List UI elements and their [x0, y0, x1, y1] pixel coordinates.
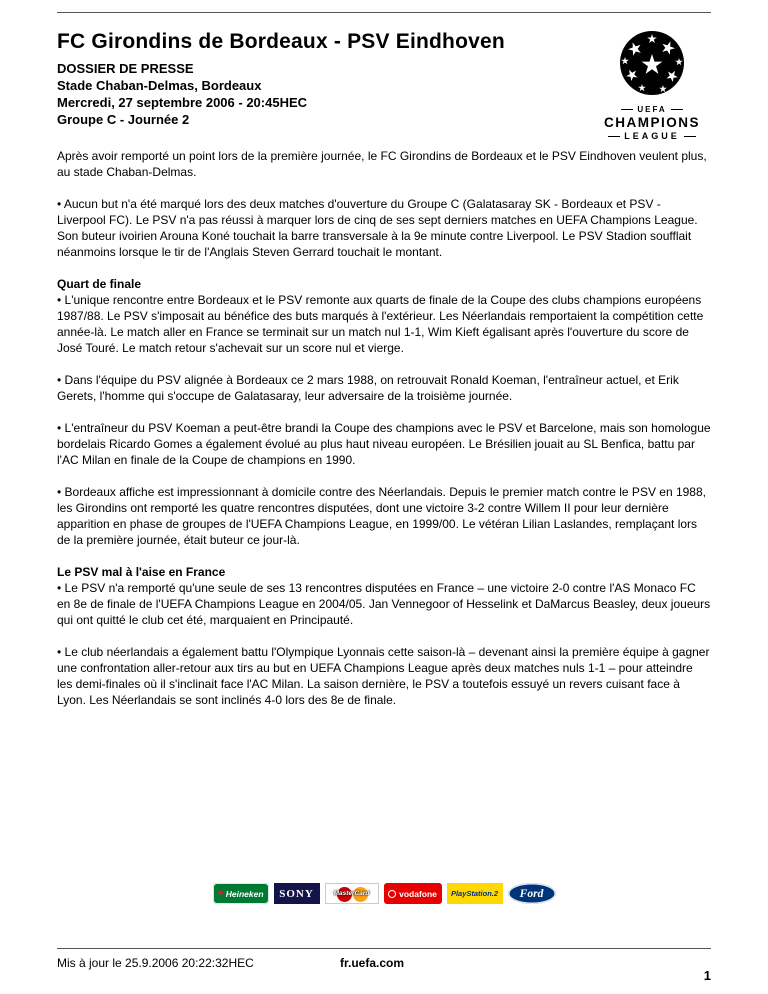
logo-uefa-text: UEFA — [637, 105, 667, 114]
mastercard-label: MasterCard — [333, 890, 370, 897]
ford-label: Ford — [519, 887, 544, 900]
logo-champions-text: CHAMPIONS — [603, 115, 700, 130]
website-text: fr.uefa.com — [340, 956, 405, 970]
top-divider — [57, 12, 711, 13]
logo-rule-right — [671, 109, 683, 110]
sony-label: SONY — [279, 887, 314, 900]
uefa-champions-league-logo — [593, 28, 711, 141]
round-line: Groupe C - Journée 2 — [57, 112, 190, 127]
vodafone-label: vodafone — [399, 888, 437, 899]
mastercard-logo — [325, 883, 379, 904]
intro-paragraph: Après avoir remporté un point lors de la première journée, le FC Girondins de Bordeaux et le PSV Eindhoven veulent plus, au stade Chaban-Delmas. — [57, 149, 707, 179]
venue-line: Stade Chaban-Delmas, Bordeaux — [57, 78, 262, 93]
doc-type-line: DOSSIER DE PRESSE — [57, 61, 194, 76]
starball-icon — [617, 28, 687, 98]
paragraph: • Dans l'équipe du PSV alignée à Bordeaux ce 2 mars 1988, on retrouvait Ronald Koeman, l'entraîneur actuel, et Erik Gerets, l'homme qui s'occupe de Galatasaray, leur adversaire de la troisième journée. — [57, 373, 679, 403]
last-updated-text: Mis à jour le 25.9.2006 20:22:32HEC — [57, 956, 254, 970]
playstation2-label: PlayStation.2 — [450, 889, 499, 898]
footer-divider — [57, 948, 711, 949]
logo-uefa-row — [593, 105, 711, 114]
vodafone-logo — [384, 883, 442, 904]
heineken-star-icon: ★ — [217, 890, 224, 897]
paragraph: • L'entraîneur du PSV Koeman a peut-être brandi la Coupe des champions avec le PSV et Barcelone, mais son homologue bordelais Ricardo Gomes a également évolué au plus haut niveau européen. Le Brésilien jouait au SL Benfica, battu par l'AC Milan en finale de la Coupe de champions en 1990. — [57, 421, 711, 467]
document-body — [57, 148, 711, 724]
heineken-label: Heineken — [225, 888, 264, 899]
logo-rule-right2 — [684, 136, 696, 137]
ford-logo — [508, 883, 556, 904]
heineken-logo — [213, 883, 269, 904]
sony-logo — [274, 883, 320, 904]
logo-rule-left — [621, 109, 633, 110]
paragraph: • Bordeaux affiche est impressionnant à domicile contre des Néerlandais. Depuis le premier match contre le PSV en 1988, les Girondins ont remporté les quatre rencontres disputées, dont une victoire 3-2 contre Willem II pour leur dernière apparition en phase de groupes de l'UEFA Champions League, en 1999/00. Le vétéran Lilian Laslandes, remplaçant lors de la première journée, était buteur ce jour-là. — [57, 485, 706, 547]
header-text-block — [57, 30, 505, 128]
playstation2-logo — [447, 883, 503, 904]
logo-league-row — [593, 131, 711, 141]
logo-league-text: LEAGUE — [624, 131, 680, 141]
paragraph: • Aucun but n'a été marqué lors des deux matches d'ouverture du Groupe C (Galatasaray SK - Bordeaux et PSV - Liverpool FC). Le PSV n'a pas réussi à marquer lors de cinq de ses sept derniers matches en UEFA Champions League. Son buteur ivoirien Arouna Koné touchait la barre transversale à la 9e minute contre Liverpool. Le PSV Stadion soufflait néanmoins lorsque le tir de l'Anglais Steven Gerrard touchait le montant. — [57, 197, 698, 259]
paragraph: • Le PSV n'a remporté qu'une seule de ses 13 rencontres disputées en France – une victoire 2-0 contre l'AS Monaco FC en 8e de finale de l'UEFA Champions League en 2004/05. Jan Vennegoor of Hesselink et DaMarcus Beasley, deux joueurs qui ont quitté le club cet été, marquaient en Principauté. — [57, 581, 711, 627]
section-heading-quart-de-finale: Quart de finale — [57, 277, 142, 291]
document-header — [57, 30, 711, 141]
page-number: 1 — [703, 968, 711, 983]
vodafone-speechmark-icon — [388, 890, 396, 898]
paragraph: • L'unique rencontre entre Bordeaux et le PSV remonte aux quarts de finale de la Coupe des clubs champions européens 1987/88. Le PSV s'imposait au bénéfice des buts marqués à l'extérieur. Les Néerlandais remportaient la compétition cette année-là. Le match aller en France se terminait sur un match nul 1-1, Wim Kieft égalisant après l'ouverture du score de José Touré. Le match retour s'achevait sur un score nul et vierge. — [57, 293, 704, 355]
datetime-line: Mercredi, 27 septembre 2006 - 20:45HEC — [57, 95, 308, 110]
logo-wordmark — [593, 105, 711, 141]
page-title: FC Girondins de Bordeaux - PSV Eindhoven — [57, 30, 505, 53]
section-heading-psv-en-france: Le PSV mal à l'aise en France — [57, 565, 226, 579]
logo-rule-left2 — [608, 136, 620, 137]
paragraph: • Le club néerlandais a également battu l'Olympique Lyonnais cette saison-là – devenant ainsi la première équipe à gagner une confrontation aller-retour aux tirs au but en UEFA Champions League après deux matches nuls 1-1 – pour atteindre les demi-finales où il s'inclinait face l'AC Milan. La saison dernière, le PSV a toutefois essuyé un revers cuisant face à Lyon. Les Néerlandais se sont inclinés 4-0 lors des 8e de finale. — [57, 645, 710, 707]
sponsor-bar — [0, 883, 768, 904]
